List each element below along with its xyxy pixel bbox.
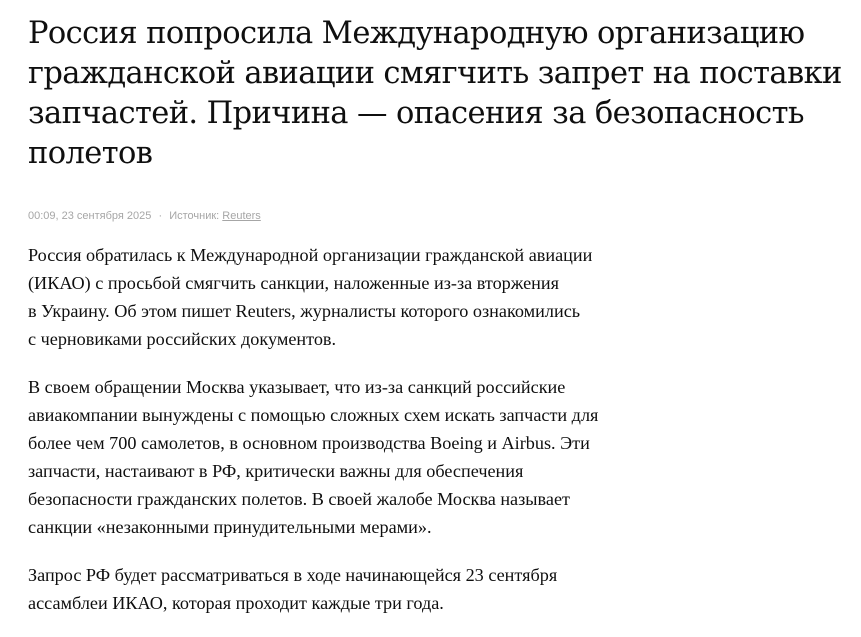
paragraph bbox=[28, 373, 708, 541]
paragraph bbox=[28, 561, 708, 617]
paragraph-line: запчасти, настаивают в РФ, критически важны для обеспечения bbox=[28, 461, 524, 481]
headline-line: гражданской авиации смягчить запрет на поставки bbox=[28, 56, 842, 91]
article-meta bbox=[28, 209, 848, 223]
paragraph-line: Россия обратилась к Международной организации гражданской авиации bbox=[28, 245, 593, 265]
paragraph-line: В своем обращении Москва указывает, что из-за санкций российские bbox=[28, 377, 566, 397]
publish-datetime: 00:09, 23 сентября 2025 bbox=[28, 210, 152, 222]
headline-line: Россия попросила Международную организацию bbox=[28, 16, 805, 51]
paragraph-line: авиакомпании вынуждены с помощью сложных схем искать запчасти для bbox=[28, 405, 599, 425]
article-headline bbox=[28, 14, 848, 174]
paragraph-line: более чем 700 самолетов, в основном производства Boeing и Airbus. Эти bbox=[28, 433, 590, 453]
paragraph bbox=[28, 241, 708, 353]
headline-line: запчастей. Причина — опасения за безопасность bbox=[28, 96, 804, 131]
paragraph-line: с черновиками российских документов. bbox=[28, 329, 337, 349]
paragraph-line: ассамблеи ИКАО, которая проходит каждые три года. bbox=[28, 593, 444, 613]
paragraph-line: в Украину. Об этом пишет Reuters, журналисты которого ознакомились bbox=[28, 301, 581, 321]
source-label: Источник: bbox=[169, 210, 220, 222]
source-link[interactable]: Reuters bbox=[222, 210, 261, 222]
meta-separator: · bbox=[158, 210, 163, 222]
paragraph-line: безопасности гражданских полетов. В своей жалобе Москва называет bbox=[28, 489, 570, 509]
paragraph-line: Запрос РФ будет рассматриваться в ходе начинающейся 23 сентября bbox=[28, 565, 558, 585]
paragraph-line: санкции «незаконными принудительными мерами». bbox=[28, 517, 432, 537]
paragraph-line: (ИКАО) с просьбой смягчить санкции, наложенные из-за вторжения bbox=[28, 273, 560, 293]
news-article bbox=[28, 14, 848, 637]
headline-line: полетов bbox=[28, 136, 153, 171]
article-body bbox=[28, 241, 708, 617]
